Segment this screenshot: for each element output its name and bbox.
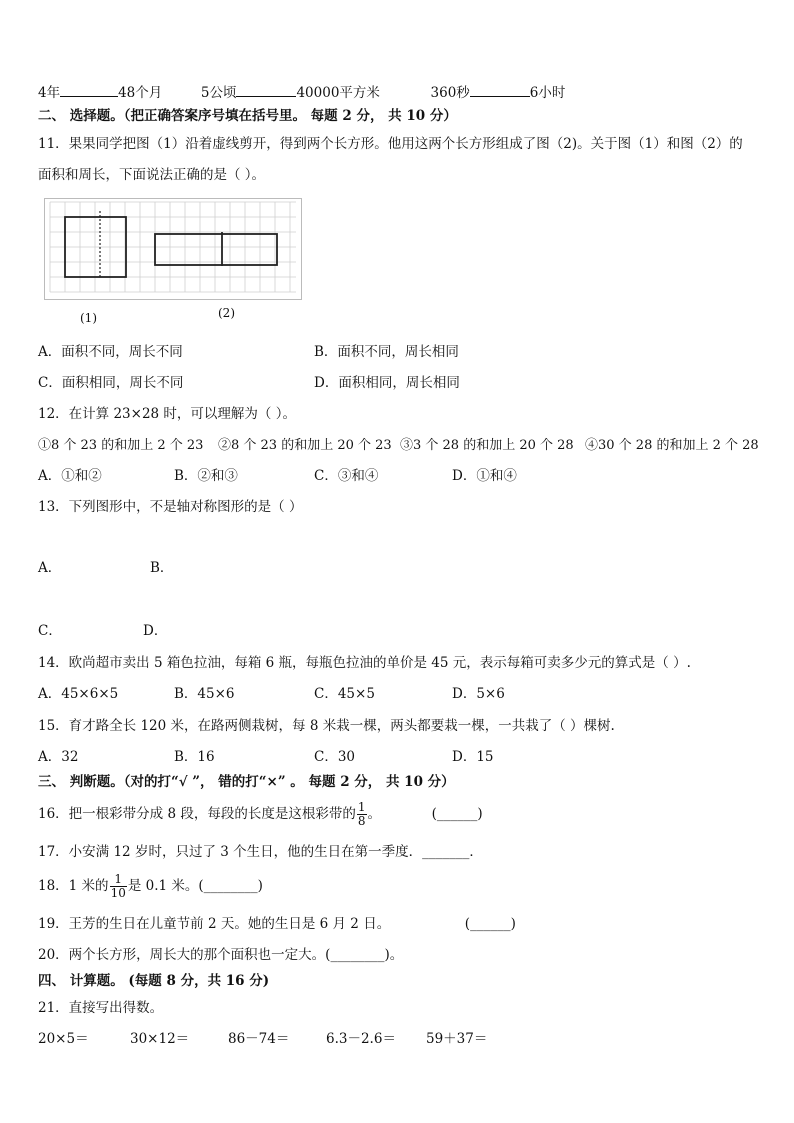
- conversion-3-blank[interactable]: [470, 83, 530, 97]
- q11-line2: 面积和周长，下面说法正确的是（ ）。: [38, 167, 266, 183]
- grid-svg: [44, 198, 302, 300]
- q12-stem: 12．在计算 23×28 时，可以理解为（ ）。: [38, 406, 296, 422]
- figure-1-label: (1): [80, 311, 97, 325]
- q18-fraction: [110, 873, 127, 900]
- q12-option-c[interactable]: C．③和④: [314, 468, 379, 484]
- q21-item-4[interactable]: 6.3－2.6＝: [326, 1031, 396, 1047]
- section-3-title: 三、 判断题。（对的打“√ ”， 错的打“×” 。 每题 2 分， 共 10 分）: [38, 774, 455, 790]
- q18-fraction-num: 1: [110, 873, 127, 887]
- figure-2-label: (2): [218, 306, 235, 320]
- q21-item-5[interactable]: 59＋37＝: [426, 1031, 488, 1047]
- q11-option-a[interactable]: A．面积不同，周长不同: [38, 344, 183, 360]
- q13-option-d[interactable]: D．: [143, 623, 168, 639]
- q17-text: 17．小安满 12 岁时，只过了 3 个生日，他的生日在第一季度．_______．: [38, 844, 483, 860]
- q21-item-2[interactable]: 30×12＝: [130, 1031, 190, 1047]
- q16-fraction-den: 8: [357, 814, 366, 828]
- q18-post[interactable]: 是 0.1 米。(________): [127, 878, 263, 894]
- q19-line: [38, 915, 516, 933]
- q16-fraction-num: 1: [357, 800, 366, 814]
- q13-stem: 13．下列图形中，不是轴对称图形的是（ ）: [38, 499, 303, 515]
- conversion-1-left: 4年: [38, 85, 61, 101]
- q18-fraction-den: 10: [110, 886, 126, 900]
- q19-text: 19．王芳的生日在儿童节前 2 天。她的生日是 6 月 2 日。: [38, 916, 391, 932]
- q15-option-b[interactable]: B．16: [174, 749, 215, 765]
- q12-item-3: ③3 个 28 的和加上 20 个 28: [400, 438, 574, 453]
- q16-post: 。: [367, 806, 381, 822]
- q13-option-b[interactable]: B．: [150, 560, 174, 576]
- q14-option-b[interactable]: B．45×6: [174, 686, 235, 702]
- q15-option-c[interactable]: C．30: [314, 749, 356, 765]
- q11-option-b[interactable]: B．面积不同，周长相同: [314, 344, 459, 360]
- q16-answer-blank[interactable]: (______): [431, 806, 483, 822]
- conversion-1-blank[interactable]: [60, 83, 118, 97]
- q19-answer-blank[interactable]: (______): [464, 916, 516, 932]
- q14-option-d[interactable]: D．5×6: [452, 686, 505, 702]
- q16-fraction: [357, 801, 367, 828]
- conversion-2-right: 40000平方米: [296, 85, 380, 101]
- q15-stem: 15．育才路全长 120 米，在路两侧栽树，每 8 米栽一棵，两头都要栽一棵，一共栽了（ ）棵树.: [38, 718, 615, 734]
- conversion-3-right: 6小时: [529, 85, 566, 101]
- q21-stem: 21．直接写出得数。: [38, 1000, 164, 1016]
- conversion-3-left: 360秒: [430, 85, 470, 101]
- q21-item-1[interactable]: 20×5＝: [38, 1031, 89, 1047]
- q14-stem: 14．欧尚超市卖出 5 箱色拉油，每箱 6 瓶，每瓶色拉油的单价是 45 元，表示每箱可卖多少元的算式是（ ）.: [38, 655, 691, 671]
- q21-item-3[interactable]: 86－74＝: [228, 1031, 290, 1047]
- q12-item-4: ④30 个 28 的和加上 2 个 28: [585, 438, 759, 453]
- q15-option-a[interactable]: A．32: [38, 749, 79, 765]
- q14-option-c[interactable]: C．45×5: [314, 686, 375, 702]
- q20-text[interactable]: 20．两个长方形，周长大的那个面积也一定大。(________)。: [38, 947, 404, 963]
- q16-line: [38, 798, 483, 830]
- q12-item-2: ②8 个 23 的和加上 20 个 23: [218, 438, 392, 453]
- section-2-title: 二、 选择题。（把正确答案序号填在括号里。 每题 2 分， 共 10 分）: [38, 108, 457, 124]
- q12-option-d[interactable]: D．①和④: [452, 468, 517, 484]
- section-4-title: 四、 计算题。 (每题 8 分，共 16 分): [38, 973, 270, 989]
- q13-option-a[interactable]: A．: [38, 560, 62, 576]
- conversion-2-blank[interactable]: [236, 83, 296, 97]
- q11-grid-figure: [44, 198, 302, 304]
- q16-text: 16．把一根彩带分成 8 段，每段的长度是这根彩带的: [38, 806, 356, 822]
- q13-option-c[interactable]: C．: [38, 623, 62, 639]
- conversion-1-right: 48个月: [118, 85, 163, 101]
- q12-option-a[interactable]: A．①和②: [38, 468, 102, 484]
- q11-option-d[interactable]: D．面积相同，周长相同: [314, 375, 460, 391]
- q15-option-d[interactable]: D．15: [452, 749, 494, 765]
- conversion-2-left: 5公顷: [200, 85, 237, 101]
- unit-conversion-row: [38, 83, 565, 102]
- q11-line1: 11．果果同学把图（1）沿着虚线剪开，得到两个长方形。他用这两个长方形组成了图（2)。关于图（1）和图（2）的: [38, 136, 743, 152]
- q12-option-b[interactable]: B．②和③: [174, 468, 238, 484]
- q12-item-1: ①8 个 23 的和加上 2 个 23: [38, 438, 204, 453]
- q18-text: 18．1 米的: [38, 878, 109, 894]
- q18-line: [38, 869, 263, 903]
- q11-option-c[interactable]: C．面积相同，周长不同: [38, 375, 184, 391]
- q14-option-a[interactable]: A．45×6×5: [38, 686, 119, 702]
